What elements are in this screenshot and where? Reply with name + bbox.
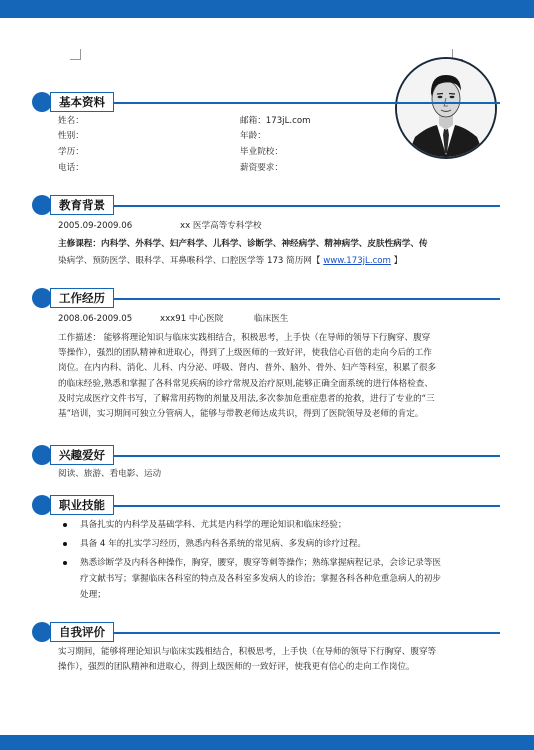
section-divider-line bbox=[114, 455, 500, 457]
courses-line-1 bbox=[58, 237, 428, 252]
age-field: 年龄： bbox=[240, 131, 266, 141]
section-self-eval-header bbox=[32, 621, 500, 643]
section-work-header bbox=[32, 287, 500, 309]
courses-text-2-end: 】 bbox=[393, 256, 403, 266]
section-title: 教育背景 bbox=[50, 195, 114, 215]
work-line: 岗位。在内内科、消化、儿科、内分泌、呼吸、肾内、普外、脑外、骨外、妇产等科室，积累了很多 bbox=[58, 363, 437, 374]
section-dot-icon bbox=[32, 622, 52, 642]
section-skills-header bbox=[32, 494, 500, 516]
section-title: 工作经历 bbox=[50, 288, 114, 308]
email-field: 邮箱：173jL.com bbox=[240, 116, 311, 126]
work-period: 2008.06-2009.05 bbox=[58, 314, 133, 324]
work-line: 及时完成医疗文件书写，了解常用药物的剂量及用法,多次参加危重症患者的抢救，进行了专业的“三 bbox=[58, 393, 435, 404]
section-dot-icon bbox=[32, 445, 52, 465]
self-eval-line: 操作），强烈的团队精神和进取心，得到上级医师的一致好评，使我更有信心的走向工作岗位。 bbox=[58, 662, 415, 673]
school-field: 毕业院校： bbox=[240, 147, 283, 157]
section-divider-line bbox=[114, 102, 500, 104]
bullet-icon bbox=[63, 523, 67, 527]
skill-item: 具备扎实的内科学及基础学科、尤其是内科学的理论知识和临床经验； bbox=[80, 520, 347, 530]
education-level-field: 学历： bbox=[58, 147, 84, 157]
bullet-icon bbox=[63, 542, 67, 546]
section-title: 职业技能 bbox=[50, 495, 114, 515]
section-dot-icon bbox=[32, 495, 52, 515]
top-accent-bar bbox=[0, 0, 534, 18]
section-hobby-header bbox=[32, 444, 500, 466]
work-line: 基”培训，实习期间可独立分管病人，能够与带教老师达成共识，得到了医院领导及老师的肯定。 bbox=[58, 409, 424, 420]
work-position: 临床医生 bbox=[254, 314, 289, 324]
website-link[interactable]: www.173jL.com bbox=[323, 256, 391, 266]
skill-item: 熟悉诊断学及内科各种操作，胸穿，腰穿，腹穿等刺等操作；熟练掌握病程记录，会诊记录等医 bbox=[80, 558, 441, 568]
section-divider-line bbox=[114, 205, 500, 207]
work-line: 的临床经验,熟悉和掌握了各科常见疾病的诊疗常规及治疗原则,能够正确全面系统的进行体格检查、 bbox=[58, 378, 433, 389]
skill-item-cont: 疗文献书写；掌握临床各科室的特点及各科室多发病人的诊治；掌握各科各种危重急病人的初步 bbox=[80, 574, 441, 584]
self-eval-text bbox=[58, 645, 498, 675]
skill-item: 具备 4 年的扎实学习经历，熟悉内科各系统的常见病、多发病的诊疗过程。 bbox=[80, 539, 366, 549]
courses-line-2 bbox=[58, 254, 402, 269]
work-line: 工作描述： 能够将理论知识与临床实践相结合，积极思考，上手快（在导师的领导下行胸穿、腹穿 bbox=[58, 333, 431, 343]
skill-item-cont: 处理； bbox=[80, 590, 106, 600]
phone-field: 电话： bbox=[58, 163, 84, 173]
section-dot-icon bbox=[32, 195, 52, 215]
work-description bbox=[58, 331, 498, 422]
section-divider-line bbox=[114, 505, 500, 507]
self-eval-line: 实习期间，能够将理论知识与临床实践相结合，积极思考，上手快（在导师的领导下行胸穿、腹穿等 bbox=[58, 647, 437, 657]
section-title: 自我评价 bbox=[50, 622, 114, 642]
courses-text-2: 染病学、预防医学、眼科学、耳鼻喉科学、口腔医学等 173 简历网【 bbox=[58, 256, 321, 266]
bottom-accent-bar bbox=[0, 735, 534, 750]
section-divider-line bbox=[114, 632, 500, 634]
work-line: 等操作），强烈的团队精神和进取心，得到了上级医师的一致好评，使我信心百倍的走向今后的工作 bbox=[58, 348, 432, 359]
courses-text: 主修课程：内科学、外科学、妇产科学、儿科学、诊断学、神经病学、精神病学、皮肤性病学、传 bbox=[58, 239, 428, 249]
gender-field: 性别： bbox=[58, 131, 84, 141]
section-dot-icon bbox=[32, 288, 52, 308]
corner-mark-top-left bbox=[70, 49, 81, 60]
section-dot-icon bbox=[32, 92, 52, 112]
section-title: 基本资料 bbox=[50, 92, 114, 112]
hobby-text: 阅读、旅游、看电影、运动 bbox=[58, 469, 162, 479]
section-divider-line bbox=[114, 298, 500, 300]
section-title: 兴趣爱好 bbox=[50, 445, 114, 465]
section-education-header bbox=[32, 194, 500, 216]
work-company: xxx91 中心医院 bbox=[160, 314, 224, 324]
name-field: 姓名： bbox=[58, 116, 84, 126]
education-school: xx 医学高等专科学校 bbox=[180, 221, 262, 231]
education-period: 2005.09-2009.06 bbox=[58, 221, 133, 231]
section-basic-info-header bbox=[32, 91, 500, 113]
salary-field: 薪资要求： bbox=[240, 163, 283, 173]
bullet-icon bbox=[63, 561, 67, 565]
